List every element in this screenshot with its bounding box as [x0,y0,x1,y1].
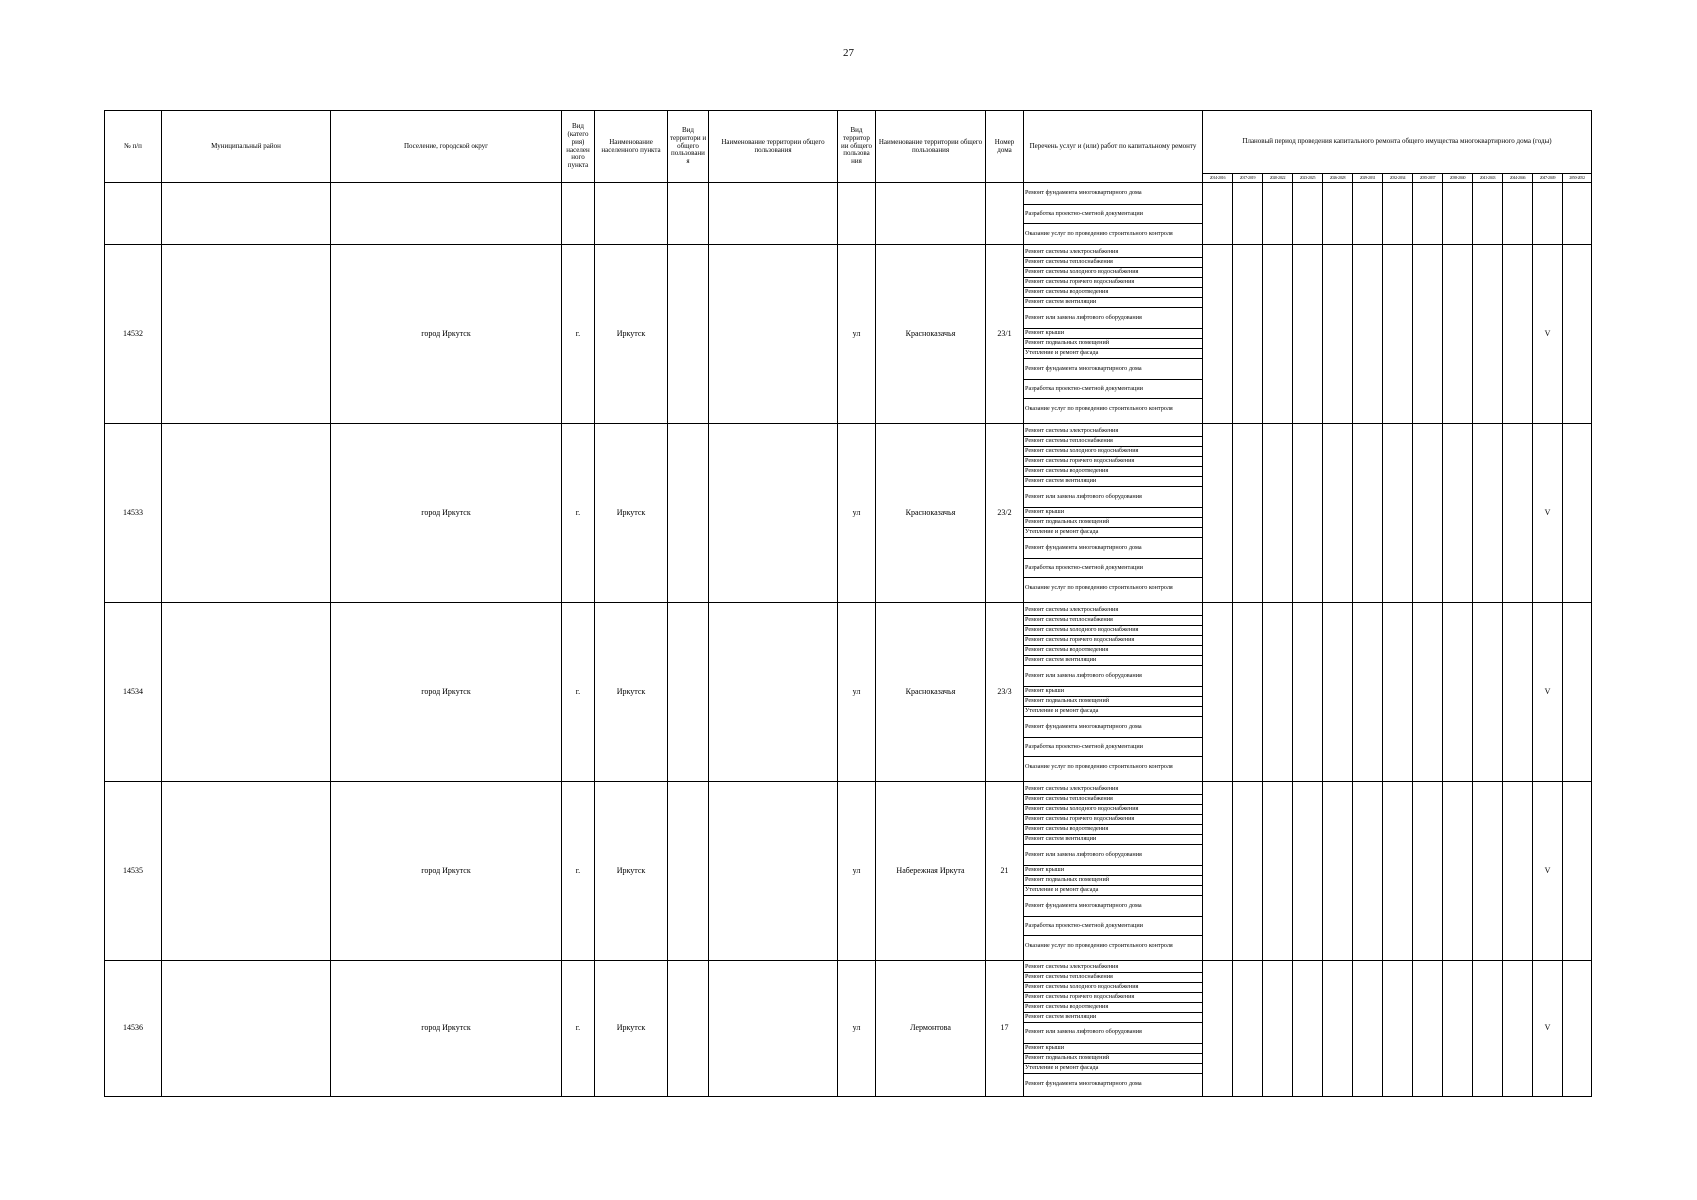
work-item: Ремонт подвальных помещений [1024,697,1202,707]
period-cell [1233,782,1263,961]
district-cell [162,245,331,424]
work-item: Ремонт системы водоотведения [1024,1003,1202,1013]
period-cell [1443,603,1473,782]
period-cell [1383,782,1413,961]
period-cell [1503,245,1533,424]
work-item: Ремонт крыши [1024,329,1202,339]
header-district: Муниципальный район [162,111,331,183]
street-name-cell: Красноказачья [876,245,986,424]
year-col: 2026-2028 [1323,174,1353,183]
work-item: Разработка проектно-сметной документации [1024,205,1202,224]
work-item: Оказание услуг по проведению строительного контроля [1025,942,1173,950]
work-item: Ремонт подвальных помещений [1024,876,1202,886]
header-territory-name: Наименование территории общего пользования [709,111,838,183]
locality-name-cell: Иркутск [595,961,668,1097]
period-cell [1203,782,1233,961]
period-cell [1233,424,1263,603]
period-mark: V [1533,245,1563,424]
header-period: Плановый период проведения капитального ремонта общего имущества многоквартирного дома (годы) [1203,111,1592,174]
settlement-cell: город Иркутск [331,603,562,782]
row-number: 14534 [105,603,162,782]
period-cell [1293,424,1323,603]
work-item: Ремонт систем вентиляции [1024,1013,1202,1023]
work-item: Ремонт системы водоотведения [1024,646,1202,656]
period-cell [1563,245,1592,424]
work-item: Ремонт систем вентиляции [1024,656,1202,666]
period-cell [1353,782,1383,961]
period-cell [1473,961,1503,1097]
work-item: Ремонт системы теплоснабжения [1024,795,1202,805]
street-name-cell: Красноказачья [876,424,986,603]
street-name-cell: Набережная Иркута [876,782,986,961]
locality-name-cell: Иркутск [595,782,668,961]
header-locality-type: Вид (катего рия) населен ного пункта [562,111,595,183]
row-number: 14532 [105,245,162,424]
work-item: Ремонт крыши [1024,687,1202,697]
street-type-cell: ул [838,961,876,1097]
period-cell [1413,961,1443,1097]
works-cell [1024,782,1203,961]
header-settlement: Поселение, городской округ [331,111,562,183]
period-cell [1293,961,1323,1097]
period-cell [1563,603,1592,782]
work-item: Ремонт фундамента многоквартирного дома [1024,717,1202,738]
period-cell [1353,245,1383,424]
territory-type-cell [668,245,709,424]
street-type-cell: ул [838,782,876,961]
header-num: № п/п [105,111,162,183]
territory-name-cell [709,603,838,782]
year-col: 2038-2040 [1443,174,1473,183]
period-cell [1383,603,1413,782]
period-cell [1263,245,1293,424]
work-item: Ремонт подвальных помещений [1024,518,1202,528]
period-cell [1383,245,1413,424]
period-mark: V [1533,603,1563,782]
period-cell [1203,424,1233,603]
work-item: Ремонт крыши [1024,866,1202,876]
work-item: Ремонт фундамента многоквартирного дома [1024,538,1202,559]
capital-repair-table [104,110,1592,1097]
period-cell [1293,245,1323,424]
work-item: Ремонт или замена лифтового оборудования [1024,666,1202,687]
row-number: 14535 [105,782,162,961]
territory-name-cell [709,782,838,961]
work-item: Ремонт крыши [1024,508,1202,518]
work-item: Ремонт системы теплоснабжения [1024,616,1202,626]
year-col: 2023-2025 [1293,174,1323,183]
work-item: Ремонт систем вентиляции [1024,477,1202,487]
street-type-cell: ул [838,424,876,603]
period-cell [1203,961,1233,1097]
work-item: Ремонт систем вентиляции [1024,835,1202,845]
period-cell [1383,424,1413,603]
year-col: 2020-2022 [1263,174,1293,183]
period-cell [1353,961,1383,1097]
work-item: Ремонт системы теплоснабжения [1024,973,1202,983]
table-row-continuation [105,183,1592,245]
year-col: 2017-2019 [1233,174,1263,183]
work-item: Ремонт системы электроснабжения [1024,248,1202,258]
settlement-cell: город Иркутск [331,961,562,1097]
work-item: Разработка проектно-сметной документации [1024,559,1202,578]
work-item: Ремонт системы электроснабжения [1024,785,1202,795]
period-cell [1233,603,1263,782]
header-row [105,111,1592,174]
work-item: Ремонт системы горячего водоснабжения [1024,636,1202,646]
house-number-cell: 17 [986,961,1024,1097]
locality-type-cell: г. [562,245,595,424]
work-item: Ремонт подвальных помещений [1024,339,1202,349]
period-cell [1263,961,1293,1097]
period-cell [1443,782,1473,961]
works-cell [1024,424,1203,603]
work-item: Ремонт или замена лифтового оборудования [1024,845,1202,866]
period-cell [1413,424,1443,603]
year-col: 2047-2049 [1533,174,1563,183]
year-col: 2014-2016 [1203,174,1233,183]
work-item: Ремонт системы холодного водоснабжения [1024,447,1202,457]
locality-type-cell: г. [562,424,595,603]
work-item: Ремонт фундамента многоквартирного дома [1024,183,1202,205]
work-item: Ремонт или замена лифтового оборудования [1024,487,1202,508]
work-item: Ремонт системы теплоснабжения [1024,258,1202,268]
period-cell [1473,603,1503,782]
header-territory-name-2: Наименование территории общего пользования [876,111,986,183]
period-cell [1353,603,1383,782]
work-item: Ремонт системы горячего водоснабжения [1024,457,1202,467]
page-number: 27 [843,47,854,59]
house-number-cell: 23/3 [986,603,1024,782]
period-cell [1383,961,1413,1097]
period-cell [1203,245,1233,424]
locality-type-cell: г. [562,961,595,1097]
work-item: Ремонт системы водоотведения [1024,467,1202,477]
work-item: Ремонт системы электроснабжения [1024,963,1202,973]
territory-type-cell [668,603,709,782]
table-row [105,424,1592,603]
work-item: Утепление и ремонт фасада [1024,349,1202,359]
row-number: 14536 [105,961,162,1097]
period-cell [1323,424,1353,603]
locality-name-cell: Иркутск [595,603,668,782]
works-cell [1024,183,1203,245]
work-item: Ремонт системы горячего водоснабжения [1024,278,1202,288]
period-cell [1503,424,1533,603]
settlement-cell: город Иркутск [331,782,562,961]
period-cell [1503,603,1533,782]
period-cell [1263,782,1293,961]
period-cell [1323,961,1353,1097]
year-col: 2050-2052 [1563,174,1592,183]
period-mark: V [1533,782,1563,961]
table-row [105,603,1592,782]
territory-name-cell [709,961,838,1097]
house-number-cell: 21 [986,782,1024,961]
period-cell [1293,603,1323,782]
work-item: Ремонт фундамента многоквартирного дома [1024,359,1202,380]
period-cell [1323,603,1353,782]
work-item: Ремонт системы электроснабжения [1024,427,1202,437]
work-item: Ремонт системы холодного водоснабжения [1024,983,1202,993]
period-cell [1263,603,1293,782]
work-item: Ремонт подвальных помещений [1024,1054,1202,1064]
year-col: 2029-2031 [1353,174,1383,183]
work-item: Ремонт системы холодного водоснабжения [1024,805,1202,815]
period-cell [1563,424,1592,603]
locality-type-cell: г. [562,782,595,961]
header-territory-type: Вид территори и общего пользовани я [668,111,709,183]
period-cell [1473,782,1503,961]
row-number: 14533 [105,424,162,603]
year-col: 2032-2034 [1383,174,1413,183]
period-cell [1233,961,1263,1097]
work-item: Ремонт или замена лифтового оборудования [1024,308,1202,329]
work-item: Ремонт или замена лифтового оборудования [1024,1023,1202,1044]
period-cell [1563,782,1592,961]
territory-type-cell [668,782,709,961]
period-mark: V [1533,961,1563,1097]
settlement-cell: город Иркутск [331,424,562,603]
work-item: Ремонт фундамента многоквартирного дома [1024,896,1202,917]
period-cell [1473,245,1503,424]
period-cell [1413,782,1443,961]
territory-name-cell [709,245,838,424]
work-item: Оказание услуг по проведению строительного контроля [1025,763,1173,771]
header-works: Перечень услуг и (или) работ по капитальному ремонту [1024,111,1203,183]
year-col: 2035-2037 [1413,174,1443,183]
work-item: Ремонт систем вентиляции [1024,298,1202,308]
period-cell [1293,782,1323,961]
district-cell [162,424,331,603]
house-number-cell: 23/2 [986,424,1024,603]
work-item: Разработка проектно-сметной документации [1024,738,1202,757]
work-item: Утепление и ремонт фасада [1024,1064,1202,1074]
work-item: Ремонт системы горячего водоснабжения [1024,993,1202,1003]
work-item: Ремонт системы водоотведения [1024,825,1202,835]
work-item: Ремонт системы водоотведения [1024,288,1202,298]
work-item: Ремонт системы теплоснабжения [1024,437,1202,447]
work-item: Ремонт фундамента многоквартирного дома [1025,1079,1142,1087]
header-house-number: Номер дома [986,111,1024,183]
period-cell [1443,424,1473,603]
period-cell [1563,961,1592,1097]
work-item: Утепление и ремонт фасада [1024,528,1202,538]
header-locality-name: Наименование населенного пункта [595,111,668,183]
period-cell [1473,424,1503,603]
work-item: Оказание услуг по проведению строительного контроля [1025,229,1173,237]
street-name-cell: Красноказачья [876,603,986,782]
period-cell [1503,782,1533,961]
work-item: Ремонт крыши [1024,1044,1202,1054]
header-territory-type-2: Вид территор ии общего пользова ния [838,111,876,183]
district-cell [162,603,331,782]
work-item: Разработка проектно-сметной документации [1024,917,1202,936]
district-cell [162,961,331,1097]
street-type-cell: ул [838,603,876,782]
work-item: Ремонт системы холодного водоснабжения [1024,268,1202,278]
year-col: 2041-2043 [1473,174,1503,183]
works-cell [1024,603,1203,782]
period-cell [1233,245,1263,424]
period-cell [1263,424,1293,603]
period-cell [1353,424,1383,603]
work-item: Разработка проектно-сметной документации [1024,380,1202,399]
street-type-cell: ул [838,245,876,424]
territory-type-cell [668,961,709,1097]
works-cell [1024,245,1203,424]
locality-name-cell: Иркутск [595,424,668,603]
period-cell [1323,782,1353,961]
period-cell [1443,245,1473,424]
territory-type-cell [668,424,709,603]
work-item: Ремонт системы электроснабжения [1024,606,1202,616]
works-cell [1024,961,1203,1097]
work-item: Ремонт системы горячего водоснабжения [1024,815,1202,825]
period-cell [1203,603,1233,782]
work-item: Утепление и ремонт фасада [1024,886,1202,896]
work-item: Утепление и ремонт фасада [1024,707,1202,717]
locality-name-cell: Иркутск [595,245,668,424]
settlement-cell: город Иркутск [331,245,562,424]
period-cell [1503,961,1533,1097]
period-cell [1413,603,1443,782]
street-name-cell: Лермонтова [876,961,986,1097]
locality-type-cell: г. [562,603,595,782]
period-cell [1413,245,1443,424]
territory-name-cell [709,424,838,603]
work-item: Ремонт системы холодного водоснабжения [1024,626,1202,636]
period-cell [1323,245,1353,424]
table-row [105,961,1592,1097]
district-cell [162,782,331,961]
work-item: Оказание услуг по проведению строительного контроля [1025,584,1173,592]
period-cell [1443,961,1473,1097]
year-col: 2044-2046 [1503,174,1533,183]
table-row [105,782,1592,961]
house-number-cell: 23/1 [986,245,1024,424]
period-mark: V [1533,424,1563,603]
work-item: Оказание услуг по проведению строительного контроля [1025,405,1173,413]
table-row [105,245,1592,424]
